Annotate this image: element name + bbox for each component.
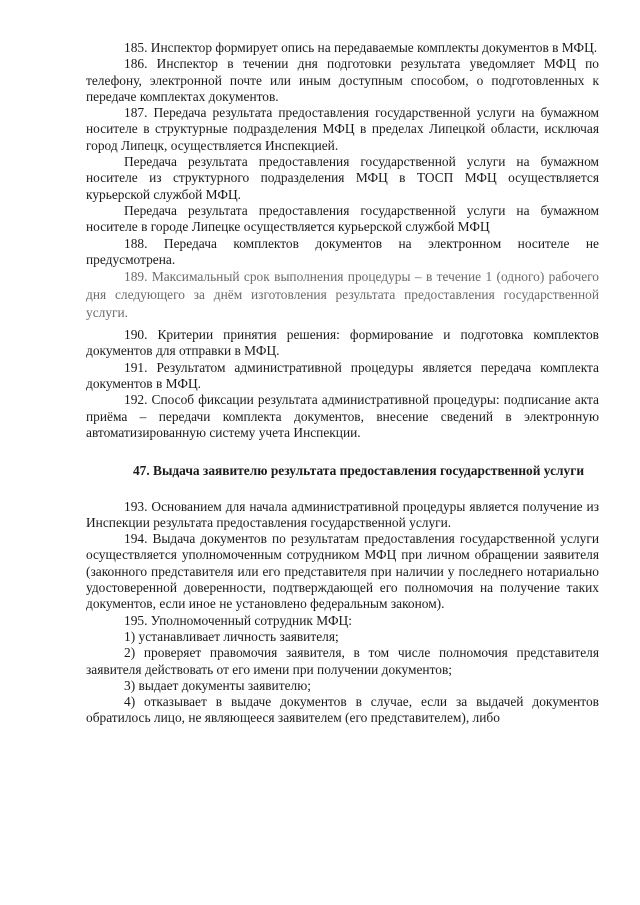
list-item-3: 3) выдает документы заявителю; — [124, 677, 311, 693]
paragraph-187: 187. Передача результата предоставления государственной услуги на бумажном носителе в структурные подразделения МФЦ в пределах Липецкой области, исключая город Липецк, осуществляется Инспекцией. — [86, 105, 599, 153]
paragraph-186: 186. Инспектор в течении дня подготовки результата уведомляет МФЦ по телефону, электронной почте или иным доступным способом, о подготовленных к передаче комплектах документов. — [86, 56, 599, 104]
paragraph-189: 189. Максимальный срок выполнения процедуры – в течение 1 (одного) рабочего дня следующего за днём изготовления результата предоставления государственной услуги. — [86, 269, 599, 321]
paragraph-194: 194. Выдача документов по результатам предоставления государственной услуги осуществляется уполномоченным сотрудником МФЦ при личном обращении заявителя (законного представителя или его представителя при наличии у последнего нотариально удостоверенной доверенности, подтверждающей его полномочия на получение таких документов, если иное не установлено федеральным законом). — [86, 531, 599, 612]
document-page — [86, 40, 599, 727]
paragraph-185: 185. Инспектор формирует опись на передаваемые комплекты документов в МФЦ. — [124, 40, 598, 55]
paragraph-187-tosp: Передача результата предоставления государственной услуги на бумажном носителе из структурного подразделения МФЦ в ТОСП МФЦ осуществляется курьерской службой МФЦ. — [86, 154, 599, 202]
paragraph-193: 193. Основанием для начала административной процедуры является получение из Инспекции результата предоставления государственной услуги. — [86, 498, 599, 530]
paragraph-192: 192. Способ фиксации результата административной процедуры: подписание акта приёма – передачи комплекта документов, внесение сведений в электронную автоматизированную систему учета Инспекции. — [86, 392, 599, 440]
list-item-4: 4) отказывает в выдаче документов в случае, если за выдачей документов обратилось лицо, не являющееся заявителем (его представителем), либо — [86, 694, 599, 726]
section-heading-47: 47. Выдача заявителю результата предоставления государственной услуги — [132, 463, 585, 479]
list-item-2: 2) проверяет правомочия заявителя, в том числе полномочия представителя заявителя действовать от его имени при получении документов; — [86, 645, 599, 677]
paragraph-188: 188. Передача комплектов документов на электронном носителе не предусмотрена. — [86, 235, 599, 267]
paragraph-191: 191. Результатом административной процедуры является передача комплекта документов в МФЦ. — [86, 359, 599, 392]
paragraph-190: 190. Критерии принятия решения: формирование и подготовка комплектов документов для отправки в МФЦ. — [86, 327, 599, 359]
paragraph-195: 195. Уполномоченный сотрудник МФЦ: — [124, 612, 352, 628]
paragraph-187-lipetsk: Передача результата предоставления государственной услуги на бумажном носителе в городе Липецке осуществляется курьерской службой МФЦ — [86, 202, 599, 235]
list-item-1: 1) устанавливает личность заявителя; — [124, 628, 339, 644]
